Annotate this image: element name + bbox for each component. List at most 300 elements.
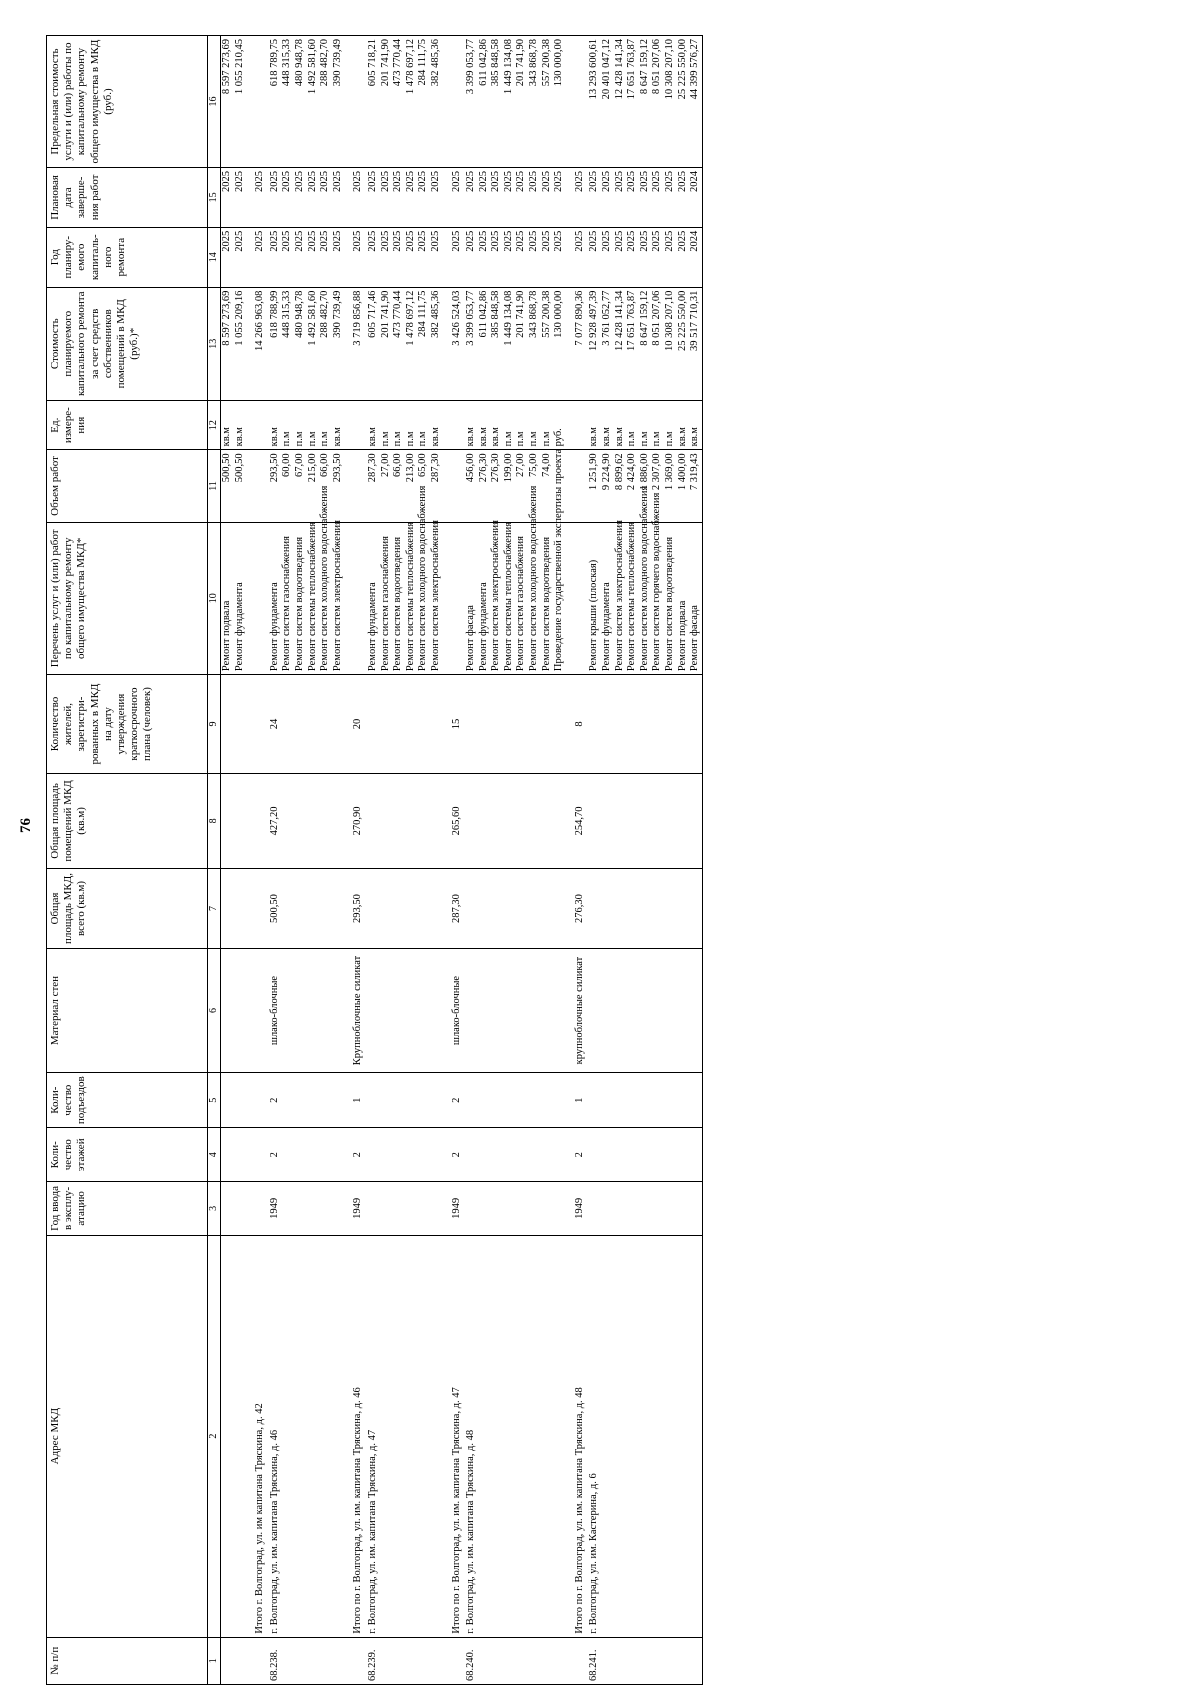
premises-area-cell (541, 774, 554, 869)
floors-cell (601, 1128, 614, 1182)
address-cell: Итого по г. Волгоград, ул. им. капитана Тряскина, д. 47 (443, 1235, 466, 1637)
cost-cell: 130 000,00 (553, 287, 566, 400)
floors-cell (553, 1128, 566, 1182)
limit-cost-cell: 17 651 763,87 (626, 36, 639, 168)
wall-material-cell (430, 949, 443, 1073)
column-number: 8 (208, 774, 221, 869)
row-number-cell (515, 1637, 528, 1684)
limit-cost-cell (443, 36, 466, 168)
plan-date-cell: 2025 (528, 168, 541, 228)
row-number-cell (528, 1637, 541, 1684)
premises-area-cell (601, 774, 614, 869)
plan-year-cell: 2025 (528, 227, 541, 287)
column-number: 13 (208, 287, 221, 400)
year-built-cell: 1949 (344, 1182, 367, 1236)
plan-year-cell: 2025 (234, 227, 247, 287)
unit-cell: кв.м (367, 400, 380, 449)
premises-area-cell (430, 774, 443, 869)
address-cell (541, 1235, 554, 1637)
premises-area-cell (319, 774, 332, 869)
work-type-cell: Ремонт крыши (плоская) (588, 522, 601, 675)
plan-date-cell: 2025 (405, 168, 418, 228)
table-row (478, 36, 491, 1685)
table-row (626, 36, 639, 1685)
residents-cell: 15 (443, 675, 466, 774)
floors-cell (614, 1128, 627, 1182)
limit-cost-cell: 10 308 207,10 (664, 36, 677, 168)
row-number-cell (478, 1637, 491, 1684)
premises-area-cell (221, 774, 234, 869)
wall-material-cell: крупноблочные силикат (566, 949, 589, 1073)
cost-cell: 1 492 581,60 (307, 287, 320, 400)
plan-year-cell: 2025 (465, 227, 478, 287)
plan-date-cell: 2025 (367, 168, 380, 228)
total-area-cell: 293,50 (344, 868, 367, 948)
premises-area-cell (528, 774, 541, 869)
row-number-cell (405, 1637, 418, 1684)
cost-cell: 201 741,90 (380, 287, 393, 400)
total-area-cell (294, 868, 307, 948)
column-number: 9 (208, 675, 221, 774)
residents-cell (417, 675, 430, 774)
wall-material-cell (689, 949, 702, 1073)
column-number: 14 (208, 227, 221, 287)
row-number-cell (553, 1637, 566, 1684)
floors-cell (677, 1128, 690, 1182)
limit-cost-cell (246, 36, 269, 168)
row-number-cell (392, 1637, 405, 1684)
plan-year-cell: 2025 (294, 227, 307, 287)
wall-material-cell (478, 949, 491, 1073)
row-number-cell: 68.238. (269, 1637, 282, 1684)
year-built-cell (367, 1182, 380, 1236)
total-area-cell (405, 868, 418, 948)
wall-material-cell (294, 949, 307, 1073)
limit-cost-cell: 284 111,75 (417, 36, 430, 168)
address-cell (651, 1235, 664, 1637)
column-header: Коли-чество подъездов (47, 1072, 208, 1128)
year-built-cell (221, 1182, 234, 1236)
address-cell (405, 1235, 418, 1637)
volume-cell (566, 450, 589, 522)
wall-material-cell (307, 949, 320, 1073)
entrances-cell (541, 1072, 554, 1128)
plan-year-cell: 2025 (503, 227, 516, 287)
work-type-cell (566, 522, 589, 675)
volume-cell: 75,00 (528, 450, 541, 522)
total-area-cell (664, 868, 677, 948)
entrances-cell (294, 1072, 307, 1128)
floors-cell (588, 1128, 601, 1182)
volume-cell: 74,00 (541, 450, 554, 522)
unit-cell: кв.м (269, 400, 282, 449)
wall-material-cell (221, 949, 234, 1073)
address-cell (503, 1235, 516, 1637)
residents-cell: 24 (269, 675, 282, 774)
residents-cell (405, 675, 418, 774)
address-cell (234, 1235, 247, 1637)
wall-material-cell (601, 949, 614, 1073)
table-row (601, 36, 614, 1685)
limit-cost-cell: 44 399 576,27 (689, 36, 702, 168)
floors-cell (503, 1128, 516, 1182)
table-row (588, 36, 601, 1685)
address-cell (478, 1235, 491, 1637)
address-cell (281, 1235, 294, 1637)
floors-cell (294, 1128, 307, 1182)
address-cell (392, 1235, 405, 1637)
plan-date-cell: 2025 (601, 168, 614, 228)
floors-cell (307, 1128, 320, 1182)
total-area-cell (689, 868, 702, 948)
cost-cell: 8 051 207,06 (651, 287, 664, 400)
row-number-cell (601, 1637, 614, 1684)
plan-date-cell: 2025 (319, 168, 332, 228)
plan-year-cell: 2025 (541, 227, 554, 287)
residents-cell (234, 675, 247, 774)
total-area-cell (541, 868, 554, 948)
column-header: Общая площадь помещений МКД (кв.м) (47, 774, 208, 869)
year-built-cell (541, 1182, 554, 1236)
floors-cell (541, 1128, 554, 1182)
work-type-cell: Проведение государственной экспертизы проекта (553, 522, 566, 675)
plan-year-cell: 2025 (332, 227, 345, 287)
plan-year-cell: 2025 (553, 227, 566, 287)
unit-cell: кв.м (689, 400, 702, 449)
work-type-cell: Ремонт систем водоотведения (541, 522, 554, 675)
work-type-cell: Ремонт систем водоотведения (392, 522, 405, 675)
wall-material-cell (417, 949, 430, 1073)
limit-cost-cell: 3 399 053,77 (465, 36, 478, 168)
wall-material-cell (503, 949, 516, 1073)
total-area-cell (246, 868, 269, 948)
volume-cell (443, 450, 466, 522)
plan-year-cell: 2025 (417, 227, 430, 287)
total-area-cell (417, 868, 430, 948)
year-built-cell (677, 1182, 690, 1236)
cost-cell: 605 717,46 (367, 287, 380, 400)
premises-area-cell (465, 774, 478, 869)
address-cell (664, 1235, 677, 1637)
address-cell: г. Волгоград, ул. им. капитана Тряскина, д. 46 (269, 1235, 282, 1637)
floors-cell (246, 1128, 269, 1182)
floors-cell (528, 1128, 541, 1182)
total-area-cell (234, 868, 247, 948)
entrances-cell (465, 1072, 478, 1128)
premises-area-cell (380, 774, 393, 869)
entrances-cell (417, 1072, 430, 1128)
column-header: Стоимость планируемого капитального ремонта за счет средств собственников помещений в МКД (руб.)* (47, 287, 208, 400)
entrances-cell (601, 1072, 614, 1128)
year-built-cell: 1949 (566, 1182, 589, 1236)
plan-date-cell: 2025 (677, 168, 690, 228)
entrances-cell (281, 1072, 294, 1128)
plan-date-cell: 2025 (443, 168, 466, 228)
address-cell: г. Волгоград, ул. им. капитана Тряскина, д. 47 (367, 1235, 380, 1637)
residents-cell (392, 675, 405, 774)
entrances-cell (651, 1072, 664, 1128)
year-built-cell (294, 1182, 307, 1236)
cost-cell: 3 399 053,77 (465, 287, 478, 400)
total-area-cell: 287,30 (443, 868, 466, 948)
row-number-cell (566, 1637, 589, 1684)
wall-material-cell (515, 949, 528, 1073)
wall-material-cell (553, 949, 566, 1073)
column-number: 15 (208, 168, 221, 228)
entrances-cell (614, 1072, 627, 1128)
work-type-cell: Ремонт систем электроснабжения (332, 522, 345, 675)
year-built-cell: 1949 (269, 1182, 282, 1236)
column-header: Объем работ (47, 450, 208, 522)
year-built-cell (380, 1182, 393, 1236)
plan-year-cell: 2025 (490, 227, 503, 287)
volume-cell: 500,50 (234, 450, 247, 522)
limit-cost-cell (566, 36, 589, 168)
floors-cell (478, 1128, 491, 1182)
work-type-cell: Ремонт систем электроснабжения (614, 522, 627, 675)
wall-material-cell: шлако-блочные (269, 949, 282, 1073)
plan-year-cell: 2025 (614, 227, 627, 287)
premises-area-cell: 265,60 (443, 774, 466, 869)
year-built-cell (614, 1182, 627, 1236)
total-area-cell (430, 868, 443, 948)
column-header: Предельная стоимость услуги и (или) работы по капитальному ремонту общего имущества в МКД (руб.) (47, 36, 208, 168)
wall-material-cell (319, 949, 332, 1073)
residents-cell (465, 675, 478, 774)
entrances-cell (588, 1072, 601, 1128)
residents-cell: 20 (344, 675, 367, 774)
unit-cell: кв.м (614, 400, 627, 449)
cost-cell: 611 042,86 (478, 287, 491, 400)
address-cell (490, 1235, 503, 1637)
premises-area-cell (588, 774, 601, 869)
year-built-cell (430, 1182, 443, 1236)
limit-cost-cell: 8 051 207,06 (651, 36, 664, 168)
unit-cell: п.м (405, 400, 418, 449)
premises-area-cell (503, 774, 516, 869)
year-built-cell (503, 1182, 516, 1236)
cost-cell: 382 485,36 (430, 287, 443, 400)
table-row (430, 36, 443, 1685)
cost-cell: 343 868,78 (528, 287, 541, 400)
floors-cell (221, 1128, 234, 1182)
total-area-cell (380, 868, 393, 948)
column-header: Год ввода в эксплу-атацию (47, 1182, 208, 1236)
column-header: Количество жителей, зарегистри-рованных в МКД на дату утверждения краткосрочного плана (человек) (47, 675, 208, 774)
premises-area-cell (664, 774, 677, 869)
entrances-cell (367, 1072, 380, 1128)
work-type-cell (246, 522, 269, 675)
limit-cost-cell: 611 042,86 (478, 36, 491, 168)
total-row (246, 36, 269, 1685)
unit-cell: кв.м (465, 400, 478, 449)
column-number: 11 (208, 450, 221, 522)
total-area-cell (639, 868, 652, 948)
table-row (689, 36, 702, 1685)
address-cell (417, 1235, 430, 1637)
volume-cell: 8 899,62 (614, 450, 627, 522)
entrances-cell (490, 1072, 503, 1128)
unit-cell: кв.м (478, 400, 491, 449)
cost-cell: 12 928 497,39 (588, 287, 601, 400)
table-row (465, 36, 478, 1685)
plan-date-cell: 2025 (344, 168, 367, 228)
year-built-cell (478, 1182, 491, 1236)
floors-cell (639, 1128, 652, 1182)
entrances-cell (392, 1072, 405, 1128)
row-number-cell: 68.240. (465, 1637, 478, 1684)
wall-material-cell (588, 949, 601, 1073)
row-number-cell: 68.239. (367, 1637, 380, 1684)
column-header: Плановая дата заверше-ния работ (47, 168, 208, 228)
total-area-cell: 276,30 (566, 868, 589, 948)
cost-cell: 39 517 710,31 (689, 287, 702, 400)
row-number-cell (307, 1637, 320, 1684)
table-row (367, 36, 380, 1685)
cost-cell: 3 761 052,77 (601, 287, 614, 400)
plan-year-cell: 2025 (269, 227, 282, 287)
address-cell: г. Волгоград, ул. им. капитана Тряскина, д. 48 (465, 1235, 478, 1637)
year-built-cell (601, 1182, 614, 1236)
cost-cell: 284 111,75 (417, 287, 430, 400)
work-type-cell: Ремонт системы теплоснабжения (503, 522, 516, 675)
row-number-cell (626, 1637, 639, 1684)
plan-date-cell: 2025 (221, 168, 234, 228)
address-cell (380, 1235, 393, 1637)
address-cell (430, 1235, 443, 1637)
year-built-cell (465, 1182, 478, 1236)
entrances-cell (677, 1072, 690, 1128)
column-number: 5 (208, 1072, 221, 1128)
volume-cell: 66,00 (319, 450, 332, 522)
residents-cell (281, 675, 294, 774)
entrances-cell (332, 1072, 345, 1128)
plan-year-cell: 2025 (392, 227, 405, 287)
premises-area-cell (281, 774, 294, 869)
cost-cell: 8 597 273,69 (221, 287, 234, 400)
total-area-cell (281, 868, 294, 948)
plan-year-cell: 2025 (639, 227, 652, 287)
work-type-cell: Ремонт системы теплоснабжения (307, 522, 320, 675)
cost-cell: 1 055 209,16 (234, 287, 247, 400)
premises-area-cell (689, 774, 702, 869)
unit-cell: п.м (626, 400, 639, 449)
unit-cell: п.м (639, 400, 652, 449)
plan-date-cell: 2025 (332, 168, 345, 228)
work-type-cell: Ремонт фундамента (367, 522, 380, 675)
page-number: 76 (18, 818, 34, 833)
plan-date-cell: 2025 (490, 168, 503, 228)
table-body (221, 36, 703, 1685)
volume-cell: 287,30 (430, 450, 443, 522)
plan-year-cell: 2025 (626, 227, 639, 287)
residents-cell (541, 675, 554, 774)
residents-cell (246, 675, 269, 774)
column-header: № п/п (47, 1637, 208, 1684)
row-number-cell (689, 1637, 702, 1684)
volume-cell: 1 400,00 (677, 450, 690, 522)
volume-cell: 500,50 (221, 450, 234, 522)
table-row (417, 36, 430, 1685)
plan-year-cell: 2025 (443, 227, 466, 287)
table-row (651, 36, 664, 1685)
total-area-cell (332, 868, 345, 948)
volume-cell: 276,30 (478, 450, 491, 522)
table-row (281, 36, 294, 1685)
limit-cost-cell: 557 200,38 (541, 36, 554, 168)
total-area-cell (677, 868, 690, 948)
wall-material-cell (541, 949, 554, 1073)
floors-cell: 2 (566, 1128, 589, 1182)
row-number-cell (503, 1637, 516, 1684)
table-row (392, 36, 405, 1685)
unit-cell: кв.м (677, 400, 690, 449)
volume-cell: 1 886,00 (639, 450, 652, 522)
volume-cell: 67,00 (294, 450, 307, 522)
floors-cell (392, 1128, 405, 1182)
residents-cell (553, 675, 566, 774)
volume-cell: 2 307,00 (651, 450, 664, 522)
limit-cost-cell: 12 428 141,34 (614, 36, 627, 168)
plan-year-cell: 2024 (689, 227, 702, 287)
entrances-cell (478, 1072, 491, 1128)
cost-cell: 448 315,33 (281, 287, 294, 400)
plan-date-cell: 2025 (269, 168, 282, 228)
floors-cell (430, 1128, 443, 1182)
cost-cell: 25 225 550,00 (677, 287, 690, 400)
plan-date-cell: 2025 (294, 168, 307, 228)
entrances-cell: 2 (443, 1072, 466, 1128)
limit-cost-cell: 8 597 273,69 (221, 36, 234, 168)
floors-cell (465, 1128, 478, 1182)
unit-cell: кв.м (332, 400, 345, 449)
address-cell (307, 1235, 320, 1637)
plan-date-cell: 2025 (478, 168, 491, 228)
wall-material-cell (465, 949, 478, 1073)
residents-cell (689, 675, 702, 774)
unit-cell: кв.м (490, 400, 503, 449)
work-type-cell: Ремонт систем горячего водоснабжения (651, 522, 664, 675)
entrances-cell (553, 1072, 566, 1128)
wall-material-cell (677, 949, 690, 1073)
work-type-cell: Ремонт систем газоснабжения (281, 522, 294, 675)
entrances-cell (307, 1072, 320, 1128)
address-cell (689, 1235, 702, 1637)
work-type-cell: Ремонт подвала (221, 522, 234, 675)
plan-date-cell: 2025 (281, 168, 294, 228)
entrances-cell (528, 1072, 541, 1128)
volume-cell (246, 450, 269, 522)
cost-cell: 7 077 890,36 (566, 287, 589, 400)
column-header: Год планиру-емого капиталь-ного ремонта (47, 227, 208, 287)
limit-cost-cell: 390 739,49 (332, 36, 345, 168)
work-type-cell: Ремонт систем холодного водоснабжения (528, 522, 541, 675)
row-number-cell (664, 1637, 677, 1684)
column-header: Адрес МКД (47, 1235, 208, 1637)
year-built-cell (405, 1182, 418, 1236)
premises-area-cell (553, 774, 566, 869)
wall-material-cell (626, 949, 639, 1073)
year-built-cell (319, 1182, 332, 1236)
premises-area-cell (392, 774, 405, 869)
wall-material-cell (392, 949, 405, 1073)
column-header: Коли-чество этажей (47, 1128, 208, 1182)
total-area-cell (478, 868, 491, 948)
total-area-cell (651, 868, 664, 948)
plan-year-cell: 2025 (601, 227, 614, 287)
column-number: 3 (208, 1182, 221, 1236)
limit-cost-cell (344, 36, 367, 168)
